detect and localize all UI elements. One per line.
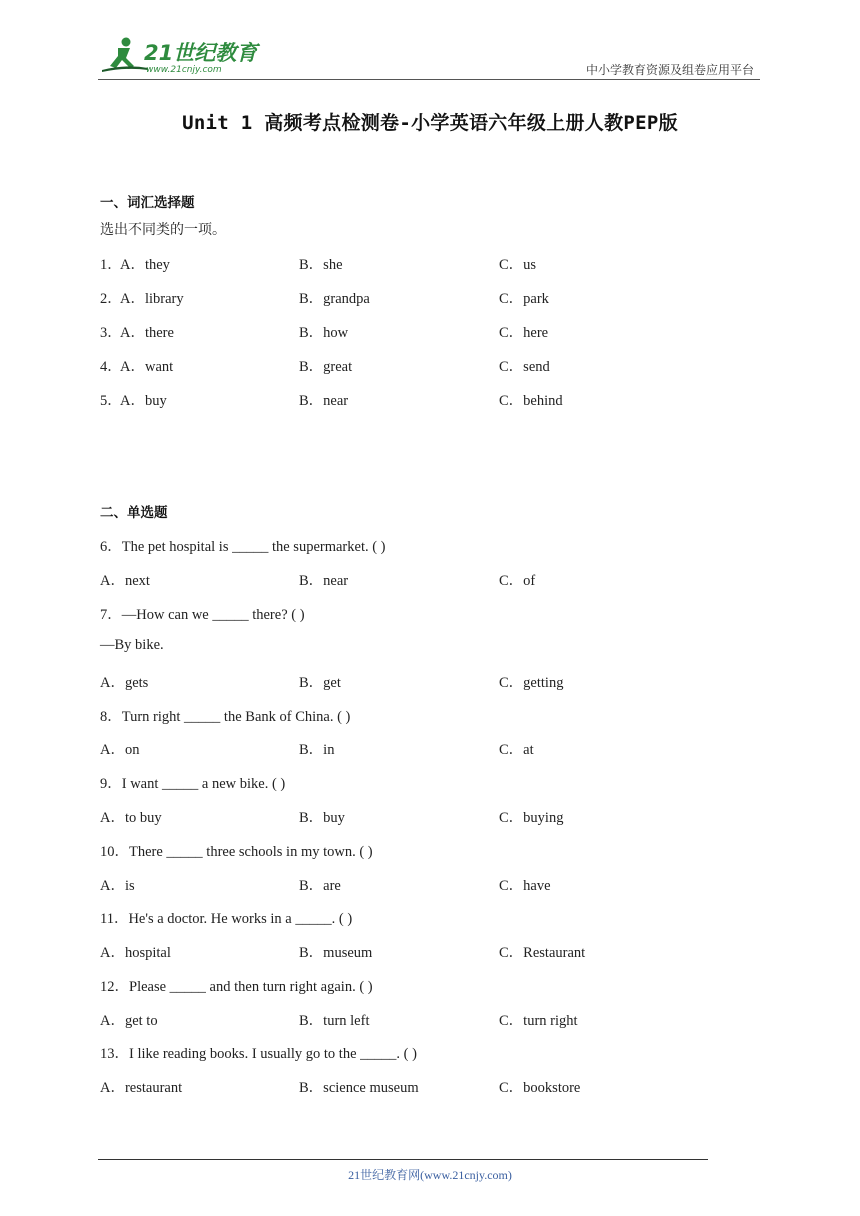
option-b: B．buy [299,810,345,826]
question-text: 9．I want _____ a new bike. ( ) [100,776,286,792]
option-c: C．bookstore [499,1080,581,1096]
option-c: C．have [499,878,551,894]
question-stem [100,840,760,860]
footer-text: 21世纪教育网(www.21cnjy.com) [348,1168,512,1182]
question-row [100,389,760,409]
question-stem [100,975,760,995]
option-b: B．near [299,573,349,589]
option-a: A．to buy [100,810,162,826]
svg-text:www.21cnjy.com: www.21cnjy.com [146,65,222,75]
section-heading: 一、词汇选择题 [100,195,195,211]
question-row [100,253,760,273]
question-row [100,321,760,341]
options-row [100,569,760,589]
option-c: C．send [499,359,550,375]
option-b: B．turn left [299,1013,370,1029]
footer-divider [98,1159,708,1160]
question-number: 4． [100,359,122,375]
option-b: B．are [299,878,341,894]
question-text: 8．Turn right _____ the Bank of China. ( ) [100,709,351,725]
question-stem [100,603,760,623]
question-stem [100,705,760,725]
question-number: 2． [100,291,122,307]
question-number: 3． [100,325,122,341]
option-a: A．library [120,291,184,307]
options-row [100,738,760,758]
question-number: 1． [100,257,122,273]
option-c: C．here [499,325,549,341]
option-b: B．near [299,393,349,409]
option-c: C．behind [499,393,563,409]
option-c: C．getting [499,675,564,691]
options-row [100,1076,760,1096]
option-b: B．in [299,742,335,758]
option-a: A．get to [100,1013,158,1029]
header-tagline: 中小学教育资源及组卷应用平台 [585,63,754,77]
section-heading: 二、单选题 [100,505,168,521]
options-row [100,1009,760,1029]
dialogue-line [100,637,760,657]
option-b: B．get [299,675,341,691]
options-row [100,874,760,894]
option-b: B．she [299,257,343,273]
page-title: Unit 1 高频考点检测卷-小学英语六年级上册人教PEP版 [182,112,678,134]
options-row [100,941,760,961]
option-c: C．of [499,573,536,589]
option-b: B．science museum [299,1080,419,1096]
options-row [100,806,760,826]
answer-line: —By bike. [100,637,164,653]
question-row [100,355,760,375]
question-text: 6．The pet hospital is _____ the supermarket. ( ) [100,539,386,555]
question-stem [100,535,760,555]
options-row [100,671,760,691]
svg-text:21世纪教育: 21世纪教育 [144,41,258,65]
option-b: B．grandpa [299,291,370,307]
option-a: A．hospital [100,945,171,961]
option-c: C．Restaurant [499,945,586,961]
option-a: A．there [120,325,174,341]
option-a: A．restaurant [100,1080,183,1096]
option-a: A．want [120,359,174,375]
question-row [100,287,760,307]
option-a: A．next [100,573,150,589]
question-stem [100,1042,760,1062]
option-a: A．gets [100,675,149,691]
header-divider [98,79,760,80]
question-text: 7．—How can we _____ there? ( ) [100,607,305,623]
option-c: C．buying [499,810,564,826]
option-a: A．they [120,257,170,273]
option-c: C．turn right [499,1013,578,1029]
question-text: 13．I like reading books. I usually go to the _____. ( ) [100,1046,417,1062]
option-b: B．museum [299,945,373,961]
option-a: A．on [100,742,140,758]
question-number: 5． [100,393,122,409]
option-b: B．great [299,359,353,375]
option-b: B．how [299,325,349,341]
question-stem [100,907,760,927]
option-c: C．at [499,742,534,758]
question-text: 12．Please _____ and then turn right again. ( ) [100,979,373,995]
option-c: C．park [499,291,549,307]
question-text: 10．There _____ three schools in my town. ( ) [100,844,373,860]
option-a: A．buy [120,393,167,409]
runner-icon [102,38,148,73]
question-stem [100,772,760,792]
section-instruction: 选出不同类的一项。 [100,222,226,238]
option-a: A．is [100,878,135,894]
question-text: 11．He's a doctor. He works in a _____. ( ) [100,911,353,927]
site-logo [96,34,266,78]
option-c: C．us [499,257,537,273]
